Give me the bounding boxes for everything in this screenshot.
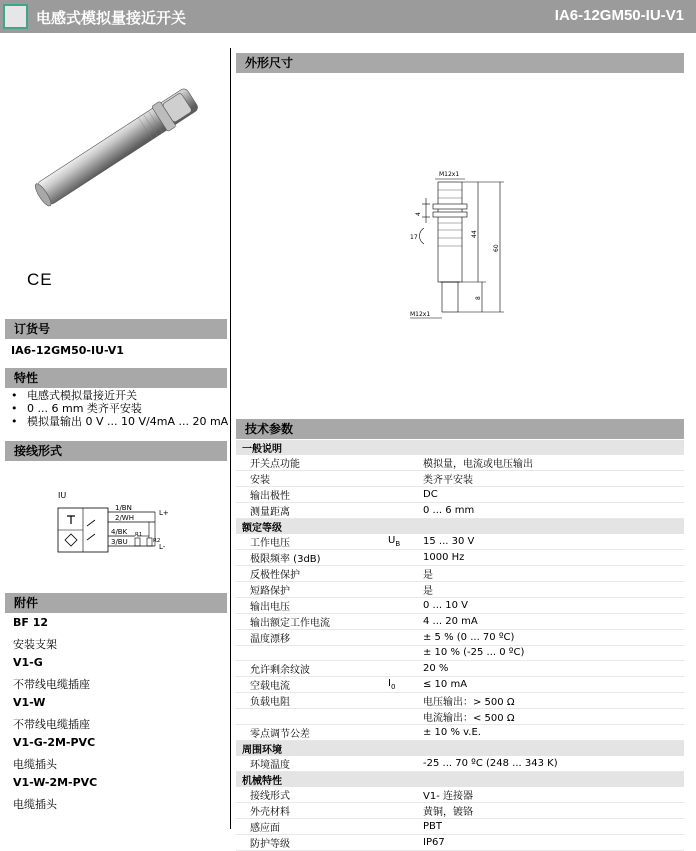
spec-symbol — [378, 566, 419, 582]
wiring-heading: 接线形式 — [5, 441, 227, 461]
spec-label: 零点调节公差 — [236, 724, 378, 740]
spec-symbol — [378, 787, 419, 803]
spec-label: 允许剩余纹波 — [236, 660, 378, 676]
accessory-desc: 不带线电缆插座 — [13, 678, 90, 691]
spec-symbol — [378, 646, 419, 661]
spec-value: PBT — [419, 818, 684, 834]
spec-value: 模拟量，电流或电压输出 — [419, 455, 684, 471]
spec-symbol — [378, 614, 419, 630]
spec-row — [236, 834, 684, 850]
spec-table — [236, 440, 684, 851]
spec-row — [236, 787, 684, 803]
title-bar — [0, 0, 696, 33]
product-code: IA6-12GM50-IU-V1 — [554, 7, 684, 24]
spec-value: 4 ... 20 mA — [419, 614, 684, 630]
spec-symbol — [378, 598, 419, 614]
wiring-label: IU — [58, 491, 67, 500]
spec-label: 负载电阻 — [236, 692, 378, 708]
spec-value: ± 5 % (0 ... 70 ºC) — [419, 630, 684, 646]
spec-value: 0 ... 10 V — [419, 598, 684, 614]
features-heading: 特性 — [5, 368, 227, 388]
spec-row — [236, 455, 684, 471]
spec-label: 环境温度 — [236, 756, 378, 772]
spec-symbol — [378, 724, 419, 740]
spec-value: 1000 Hz — [419, 550, 684, 566]
spec-group-row — [236, 440, 684, 455]
spec-row — [236, 660, 684, 676]
spec-row — [236, 724, 684, 740]
accessory-desc: 电缆插头 — [13, 758, 57, 771]
spec-value: 20 % — [419, 660, 684, 676]
page-title: 电感式模拟量接近开关 — [36, 9, 187, 27]
spec-row — [236, 630, 684, 646]
dim-thread-top: M12x1 — [439, 171, 460, 178]
spec-value: 是 — [419, 566, 684, 582]
spec-value: 0 ... 6 mm — [419, 503, 684, 519]
spec-group-row — [236, 771, 684, 787]
spec-label: 工作电压 — [236, 534, 378, 550]
spec-symbol: $U_B$ — [378, 534, 419, 550]
accessory-code: V1-W — [13, 696, 46, 709]
dimensions-heading: 外形尺寸 — [236, 53, 684, 73]
spec-label: 开关点功能 — [236, 455, 378, 471]
spec-value: 黄铜，镀铬 — [419, 802, 684, 818]
spec-value: IP67 — [419, 834, 684, 850]
dim-44: 44 — [471, 230, 478, 238]
logo-square — [3, 4, 28, 29]
feature-item: • 电感式模拟量接近开关 — [11, 389, 228, 402]
feature-item: • 0 ... 6 mm 类齐平安装 — [11, 402, 228, 415]
spec-symbol — [378, 660, 419, 676]
spec-row — [236, 566, 684, 582]
spec-row — [236, 471, 684, 487]
spec-symbol — [378, 455, 419, 471]
spec-label: 反极性保护 — [236, 566, 378, 582]
spec-group-row — [236, 519, 684, 535]
l-plus-label: L+ — [159, 509, 169, 517]
spec-label: 接线形式 — [236, 787, 378, 803]
feature-item: • 模拟量输出 0 V ... 10 V/4mA ... 20 mA — [11, 415, 228, 428]
features-list — [11, 389, 228, 428]
spec-group-label: 机械特性 — [236, 771, 684, 787]
spec-row — [236, 708, 684, 724]
spec-value: V1- 连接器 — [419, 787, 684, 803]
dim-4: 4 — [415, 212, 422, 216]
spec-group-label: 周围环境 — [236, 740, 684, 756]
spec-label — [236, 646, 378, 661]
spec-label: 测量距离 — [236, 503, 378, 519]
spec-symbol — [378, 471, 419, 487]
dim-thread-bottom: M12x1 — [410, 311, 431, 318]
spec-label: 空载电流 — [236, 676, 378, 692]
spec-group-row — [236, 740, 684, 756]
dimension-drawing — [400, 168, 530, 328]
ce-mark: CE — [27, 270, 53, 289]
spec-row — [236, 582, 684, 598]
spec-symbol — [378, 550, 419, 566]
spec-row — [236, 802, 684, 818]
spec-value: 电流输出：< 500 Ω — [419, 708, 684, 724]
spec-label: 输出极性 — [236, 487, 378, 503]
spec-row — [236, 614, 684, 630]
wiring-diagram — [55, 500, 195, 560]
spec-row — [236, 598, 684, 614]
accessory-desc: 安装支架 — [13, 638, 57, 651]
spec-label: 短路保护 — [236, 582, 378, 598]
pin-label: 3/BU — [111, 538, 128, 546]
spec-symbol — [378, 582, 419, 598]
spec-label — [236, 708, 378, 724]
dim-8: 8 — [475, 296, 482, 300]
spec-symbol — [378, 818, 419, 834]
spec-symbol — [378, 487, 419, 503]
accessories-heading: 附件 — [5, 593, 227, 613]
l-minus-label: L- — [159, 543, 166, 551]
accessory-desc: 电缆插头 — [13, 798, 57, 811]
spec-symbol: $I_0$ — [378, 676, 419, 692]
accessory-code: BF 12 — [13, 616, 49, 629]
accessory-code: V1-G — [13, 656, 43, 669]
spec-row — [236, 503, 684, 519]
spec-label: 温度漂移 — [236, 630, 378, 646]
spec-value: 电压输出：> 500 Ω — [419, 692, 684, 708]
accessory-desc: 不带线电缆插座 — [13, 718, 90, 731]
spec-value: 是 — [419, 582, 684, 598]
spec-row — [236, 487, 684, 503]
order-code: IA6-12GM50-IU-V1 — [11, 344, 124, 357]
spec-value: ± 10 % v.E. — [419, 724, 684, 740]
spec-label: 外壳材料 — [236, 802, 378, 818]
specs-heading: 技术参数 — [236, 419, 684, 439]
spec-value: -25 ... 70 ºC (248 ... 343 K) — [419, 756, 684, 772]
spec-value: ≤ 10 mA — [419, 676, 684, 692]
spec-row — [236, 550, 684, 566]
accessory-code: V1-G-2M-PVC — [13, 736, 96, 749]
spec-row — [236, 692, 684, 708]
r1-label: R1 — [135, 532, 143, 538]
spec-symbol — [378, 708, 419, 724]
spec-symbol — [378, 834, 419, 850]
r2-label: R2 — [153, 538, 161, 544]
dim-17: 17 — [410, 234, 418, 241]
spec-group-label: 一般说明 — [236, 440, 684, 455]
spec-value: 15 ... 30 V — [419, 534, 684, 550]
spec-row — [236, 756, 684, 772]
pin-label: 1/BN — [115, 504, 132, 512]
spec-label: 防护等级 — [236, 834, 378, 850]
spec-symbol — [378, 756, 419, 772]
spec-value: DC — [419, 487, 684, 503]
column-divider — [230, 48, 231, 829]
spec-label: 输出电压 — [236, 598, 378, 614]
spec-value: ± 10 % (-25 ... 0 ºC) — [419, 646, 684, 661]
order-heading: 订货号 — [5, 319, 227, 339]
dim-60: 60 — [493, 244, 500, 252]
spec-symbol — [378, 630, 419, 646]
spec-label: 极限频率 (3dB) — [236, 550, 378, 566]
spec-row — [236, 676, 684, 692]
spec-row — [236, 818, 684, 834]
spec-row — [236, 534, 684, 550]
spec-symbol — [378, 503, 419, 519]
spec-value: 类齐平安装 — [419, 471, 684, 487]
product-photo — [30, 85, 205, 205]
pin-label: 4/BK — [111, 528, 128, 536]
accessory-code: V1-W-2M-PVC — [13, 776, 98, 789]
spec-symbol — [378, 802, 419, 818]
spec-label: 输出额定工作电流 — [236, 614, 378, 630]
spec-group-label: 额定等级 — [236, 519, 684, 535]
spec-label: 安装 — [236, 471, 378, 487]
spec-symbol — [378, 692, 419, 708]
pin-label: 2/WH — [115, 514, 134, 522]
spec-row — [236, 646, 684, 661]
spec-label: 感应面 — [236, 818, 378, 834]
